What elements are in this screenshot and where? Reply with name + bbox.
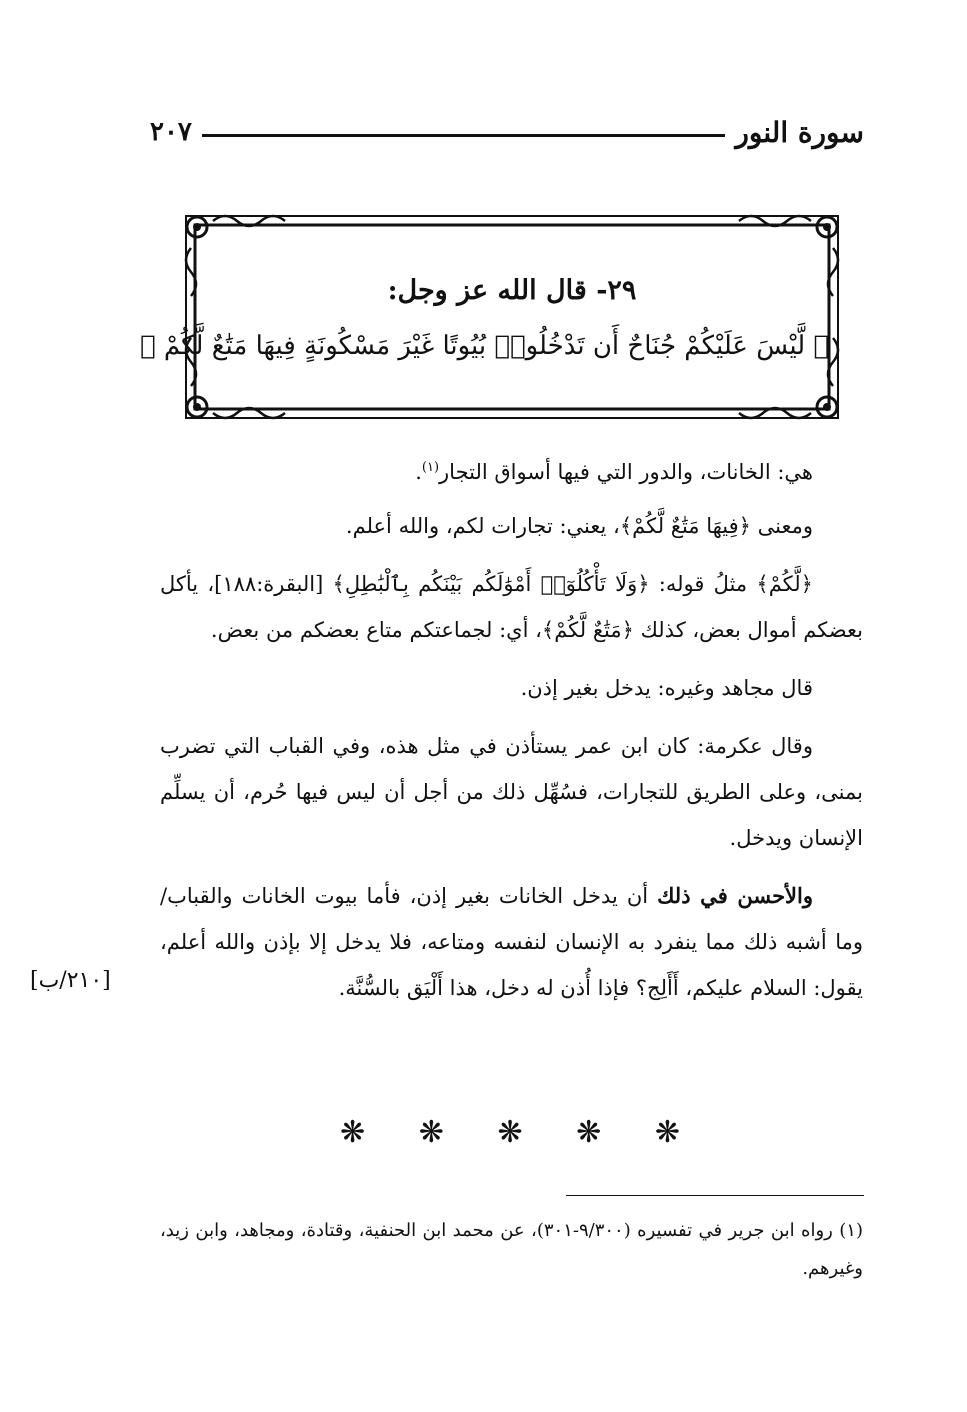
- paragraph-2: ومعنى ﴿فِيهَا مَتَٰعٌ لَّكُمْ﴾، يعني: تجارات لكم، والله أعلم.: [345, 514, 813, 538]
- paragraph-3: ﴿لَّكُمْ﴾ مثلُ قوله: ﴿وَلَا تَأْكُلُوٓا۟ أَمْوَٰلَكُم بَيْنَكُم بِٱلْبَٰطِلِ﴾ [البقرة:١٨٨]، يأكل بعضكم أموال بعض، كذلك ﴿مَتَٰعٌ لَّكُمْ﴾، أي: لجماعتكم متاع بعضكم من بعض.: [160, 572, 863, 642]
- paragraph-6-text: أن يدخل الخانات بغير إذن، فأما بيوت الخانات والقباب/ وما أشبه ذلك مما ينفرد به الإنسان لنفسه ومتاعه، فلا يدخل إلا بإذن والله أعلم، يقول: السلام عليكم، أَأَلِج؟ فإذا أُذن له دخل، هذا أَلْيَق بالسُّنَّة.: [160, 884, 863, 1000]
- page-header: [150, 112, 864, 152]
- surah-title: سورة النور: [735, 115, 864, 149]
- paragraph-1-text: هي: الخانات، والدور التي فيها أسواق التجار: [439, 460, 813, 484]
- paragraph-5: وقال عكرمة: كان ابن عمر يستأذن في مثل هذه، وفي القباب التي تضرب بمنى، وعلى الطريق للتجارات، فسُهِّل ذلك من أجل أن ليس فيها حُرم، أن يسلِّم الإنسان ويدخل.: [160, 734, 863, 850]
- main-text: [160, 445, 863, 1023]
- ornamental-frame: [140, 213, 841, 421]
- footnote: [160, 1212, 863, 1288]
- footnote-ref[interactable]: (١): [421, 460, 440, 475]
- paragraph-4: قال مجاهد وغيره: يدخل بغير إذن.: [520, 676, 813, 700]
- header-rule: [202, 134, 725, 137]
- paragraph-1-end: .: [415, 460, 422, 484]
- quran-verse: ﴿ لَّيْسَ عَلَيْكُمْ جُنَاحٌ أَن تَدْخُلُوا۟ بُيُوتًا غَيْرَ مَسْكُونَةٍ فِيهَا مَتَٰعٌ لَّكُمْ ﴾: [140, 331, 829, 361]
- page-number: ٢٠٧: [150, 117, 192, 147]
- asterism-icon: ❋: [418, 1115, 444, 1150]
- asterism-icon: ❋: [497, 1115, 523, 1150]
- asterism-icon: ❋: [340, 1115, 366, 1150]
- section-separator: [340, 1115, 680, 1150]
- frame-heading: ٢٩- قال الله عز وجل:: [387, 275, 637, 306]
- asterism-icon: ❋: [654, 1115, 680, 1150]
- manuscript-margin-ref: [٢١٠/ب]: [30, 968, 111, 993]
- footnote-rule: [566, 1195, 864, 1196]
- paragraph-6: [160, 873, 863, 1011]
- paragraph-1: [160, 445, 863, 495]
- paragraph-6-bold: والأحسن في ذلك: [657, 883, 814, 908]
- footnote-1: (١) رواه ابن جرير في تفسيره (٩/٣٠٠-٣٠١)، عن محمد ابن الحنفية، وقتادة، ومجاهد، وابن زيد، وغيرهم.: [160, 1220, 863, 1279]
- asterism-icon: ❋: [576, 1115, 602, 1150]
- frame-content: [140, 213, 841, 421]
